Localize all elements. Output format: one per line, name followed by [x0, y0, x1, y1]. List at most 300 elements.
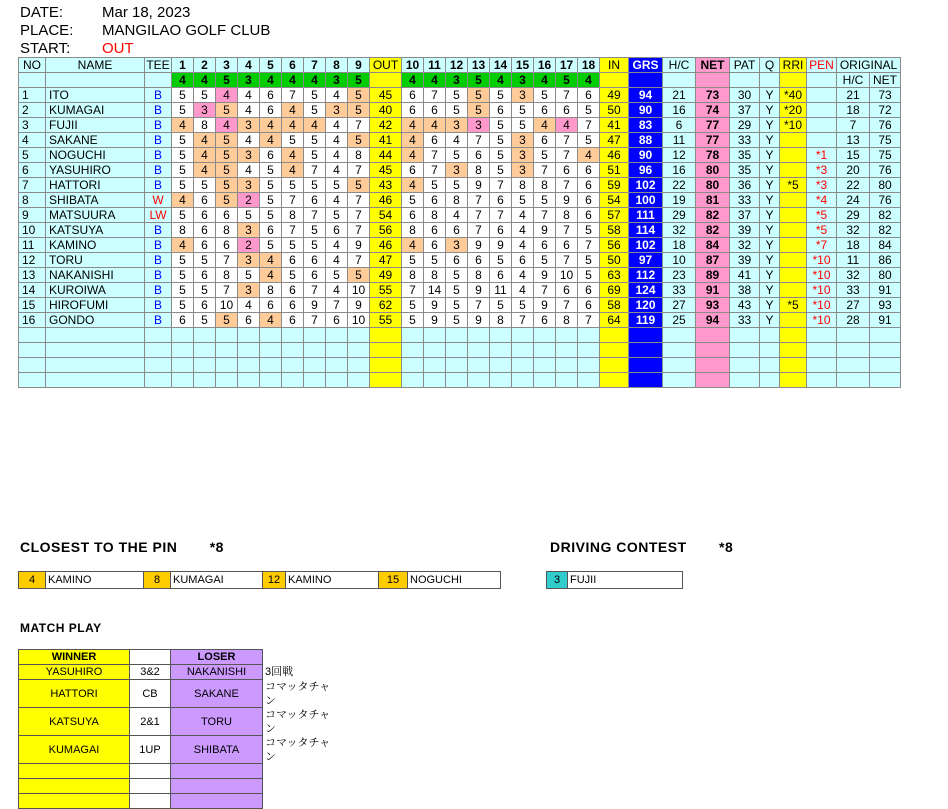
score-cell: 7	[326, 298, 348, 313]
score-cell: 6	[282, 298, 304, 313]
score-cell: 5	[216, 193, 238, 208]
score-cell: 3	[238, 223, 260, 238]
player-name: HATTORI	[46, 178, 145, 193]
header-row	[19, 58, 901, 73]
penalty-cell: *7	[807, 238, 837, 253]
empty-cell	[238, 343, 260, 358]
handicap-cell: 19	[663, 193, 696, 208]
place-line	[20, 22, 270, 40]
penalty-cell: *1	[807, 148, 837, 163]
score-cell: 5	[172, 298, 194, 313]
empty-cell	[807, 358, 837, 373]
empty-cell	[172, 328, 194, 343]
match-row	[19, 794, 333, 809]
q-cell: Y	[760, 223, 780, 238]
original-hc: 20	[837, 163, 870, 178]
score-cell: 7	[304, 283, 326, 298]
result-cell: CB	[130, 680, 171, 708]
score-cell: 4	[512, 268, 534, 283]
empty-cell	[424, 358, 446, 373]
col-header: NAME	[46, 58, 145, 73]
score-cell: 6	[578, 298, 600, 313]
empty-cell	[837, 343, 870, 358]
original-net: 73	[870, 88, 901, 103]
empty-cell	[760, 328, 780, 343]
empty-cell	[629, 358, 663, 373]
putts-cell: 33	[730, 313, 760, 328]
player-name: ITO	[46, 88, 145, 103]
empty-cell	[145, 343, 172, 358]
empty-cell	[370, 328, 402, 343]
closest-name: KAMINO	[48, 574, 92, 586]
handicap-cell: 16	[663, 103, 696, 118]
score-cell: 5	[238, 208, 260, 223]
score-cell: 5	[512, 298, 534, 313]
col-header: 12	[446, 58, 468, 73]
score-cell: 4	[304, 118, 326, 133]
col-header: 18	[578, 58, 600, 73]
score-cell: 9	[424, 298, 446, 313]
gross-cell: 97	[629, 253, 663, 268]
score-cell: 7	[534, 163, 556, 178]
score-cell: 4	[172, 118, 194, 133]
rri-cell: *5	[780, 178, 807, 193]
closest-hole: 8	[144, 572, 171, 588]
penalty-cell	[807, 118, 837, 133]
gross-cell: 124	[629, 283, 663, 298]
score-cell: 5	[216, 133, 238, 148]
score-cell: 5	[490, 163, 512, 178]
q-cell: Y	[760, 178, 780, 193]
par-cell: 4	[282, 73, 304, 88]
score-cell: 4	[260, 313, 282, 328]
player-no: 16	[19, 313, 46, 328]
score-cell: 5	[172, 133, 194, 148]
loser-cell	[171, 779, 263, 794]
col-header: OUT	[370, 58, 402, 73]
empty-cell	[145, 373, 172, 388]
out-total: 44	[370, 148, 402, 163]
score-cell: 5	[304, 148, 326, 163]
par-cell: 5	[216, 73, 238, 88]
score-cell: 5	[216, 148, 238, 163]
empty-cell	[663, 358, 696, 373]
score-cell: 6	[402, 88, 424, 103]
score-cell: 5	[216, 313, 238, 328]
player-name: FUJII	[46, 118, 145, 133]
empty-cell	[578, 358, 600, 373]
par-cell: 4	[578, 73, 600, 88]
original-hc: 21	[837, 88, 870, 103]
empty-cell	[468, 358, 490, 373]
score-cell: 3	[446, 163, 468, 178]
putts-cell: 36	[730, 178, 760, 193]
table-row	[19, 193, 901, 208]
original-net: 76	[870, 118, 901, 133]
score-cell: 3	[238, 253, 260, 268]
empty-cell	[629, 373, 663, 388]
score-cell: 6	[578, 88, 600, 103]
handicap-cell: 16	[663, 163, 696, 178]
empty-cell	[468, 373, 490, 388]
score-cell: 5	[260, 238, 282, 253]
col-header: 4	[238, 58, 260, 73]
net-cell: 74	[696, 103, 730, 118]
score-cell: 9	[556, 193, 578, 208]
score-cell: 4	[326, 193, 348, 208]
score-cell: 3	[194, 103, 216, 118]
score-cell: 4	[424, 118, 446, 133]
gross-cell: 94	[629, 88, 663, 103]
score-cell: 7	[282, 193, 304, 208]
empty-cell	[760, 358, 780, 373]
start-label: START:	[20, 40, 71, 57]
player-name: SAKANE	[46, 133, 145, 148]
original-hc: 18	[837, 238, 870, 253]
in-total: 59	[600, 178, 629, 193]
col-header: 3	[216, 58, 238, 73]
col-header: 10	[402, 58, 424, 73]
handicap-cell: 6	[663, 118, 696, 133]
original-net: 91	[870, 283, 901, 298]
score-cell: 5	[194, 313, 216, 328]
score-cell: 5	[512, 118, 534, 133]
gross-cell: 119	[629, 313, 663, 328]
putts-cell: 35	[730, 163, 760, 178]
score-cell: 6	[578, 208, 600, 223]
rri-cell	[780, 313, 807, 328]
score-cell: 3	[238, 118, 260, 133]
empty-cell	[446, 358, 468, 373]
score-cell: 6	[194, 268, 216, 283]
score-cell: 5	[216, 103, 238, 118]
score-cell: 9	[424, 313, 446, 328]
empty-cell	[145, 328, 172, 343]
tee-cell: W	[145, 193, 172, 208]
original-net: 80	[870, 268, 901, 283]
result-cell: 3&2	[130, 665, 171, 680]
col-header: 8	[326, 58, 348, 73]
penalty-cell: *3	[807, 163, 837, 178]
empty-cell	[282, 373, 304, 388]
tee-cell: B	[145, 163, 172, 178]
out-total: 46	[370, 193, 402, 208]
empty-cell	[402, 373, 424, 388]
empty-cell	[730, 328, 760, 343]
score-cell: 9	[468, 313, 490, 328]
par-cell: 3	[512, 73, 534, 88]
score-cell: 7	[534, 283, 556, 298]
empty-cell	[490, 328, 512, 343]
score-cell: 6	[194, 238, 216, 253]
out-total: 49	[370, 268, 402, 283]
cell	[370, 73, 402, 88]
score-cell: 4	[282, 103, 304, 118]
score-cell: 5	[468, 103, 490, 118]
original-net: 75	[870, 148, 901, 163]
original-net: 80	[870, 178, 901, 193]
score-cell: 4	[326, 253, 348, 268]
player-name: GONDO	[46, 313, 145, 328]
score-cell: 3	[512, 148, 534, 163]
score-cell: 4	[446, 133, 468, 148]
penalty-cell: *5	[807, 223, 837, 238]
score-cell: 6	[216, 208, 238, 223]
score-cell: 10	[348, 313, 370, 328]
score-cell: 6	[534, 313, 556, 328]
empty-cell	[578, 343, 600, 358]
score-cell: 6	[468, 253, 490, 268]
empty-cell	[512, 373, 534, 388]
rri-cell	[780, 208, 807, 223]
table-row	[19, 358, 901, 373]
score-cell: 5	[578, 103, 600, 118]
empty-cell	[19, 373, 46, 388]
score-cell: 5	[402, 193, 424, 208]
empty-cell	[260, 343, 282, 358]
original-net: 86	[870, 253, 901, 268]
score-cell: 5	[194, 88, 216, 103]
empty-cell	[663, 343, 696, 358]
original-net: 72	[870, 103, 901, 118]
score-cell: 7	[556, 253, 578, 268]
handicap-cell: 22	[663, 178, 696, 193]
rri-cell	[780, 283, 807, 298]
q-cell: Y	[760, 268, 780, 283]
putts-cell: 41	[730, 268, 760, 283]
score-cell: 3	[446, 118, 468, 133]
score-cell: 5	[402, 253, 424, 268]
score-cell: 7	[282, 88, 304, 103]
result-cell	[130, 779, 171, 794]
score-cell: 5	[326, 178, 348, 193]
driving-contest-title: DRIVING CONTEST *8	[550, 539, 734, 555]
score-cell: 5	[194, 283, 216, 298]
score-cell: 3	[468, 118, 490, 133]
in-total: 51	[600, 163, 629, 178]
rri-cell: *40	[780, 88, 807, 103]
score-cell: 5	[534, 88, 556, 103]
player-no: 7	[19, 178, 46, 193]
loser-cell: NAKANISHI	[171, 665, 263, 680]
net-cell: 80	[696, 178, 730, 193]
empty-cell	[556, 358, 578, 373]
table-row	[19, 163, 901, 178]
score-cell: 9	[534, 223, 556, 238]
putts-cell: 35	[730, 148, 760, 163]
score-cell: 6	[578, 163, 600, 178]
score-cell: 6	[172, 313, 194, 328]
in-total: 64	[600, 313, 629, 328]
score-cell: 7	[468, 133, 490, 148]
par-cell: 3	[446, 73, 468, 88]
empty-cell	[238, 373, 260, 388]
rri-cell	[780, 163, 807, 178]
empty-cell	[194, 328, 216, 343]
score-cell: 6	[194, 298, 216, 313]
score-cell: 8	[282, 208, 304, 223]
score-cell: 4	[326, 163, 348, 178]
col-header: TEE	[146, 58, 170, 72]
score-cell: 5	[446, 268, 468, 283]
score-cell: 6	[556, 103, 578, 118]
score-cell: 5	[172, 88, 194, 103]
closest-hole: 12	[263, 572, 286, 588]
empty-cell	[629, 328, 663, 343]
empty-cell	[696, 358, 730, 373]
score-cell: 6	[260, 148, 282, 163]
penalty-cell	[807, 88, 837, 103]
score-cell: 11	[490, 283, 512, 298]
original-hc: 13	[837, 133, 870, 148]
col-header: 6	[282, 58, 304, 73]
score-cell: 7	[578, 238, 600, 253]
out-total: 55	[370, 313, 402, 328]
score-cell: 4	[402, 118, 424, 133]
original-hc: 33	[837, 283, 870, 298]
loser-cell: SHIBATA	[171, 736, 263, 764]
match-header-row	[19, 650, 333, 665]
score-cell: 4	[282, 118, 304, 133]
q-cell: Y	[760, 238, 780, 253]
player-name: KUROIWA	[46, 283, 145, 298]
tee-cell: B	[145, 178, 172, 193]
empty-cell	[870, 343, 901, 358]
original-hc: 28	[837, 313, 870, 328]
col-header: RRI	[780, 58, 807, 73]
score-cell: 5	[348, 88, 370, 103]
table-row	[19, 238, 901, 253]
empty-cell	[556, 328, 578, 343]
score-cell: 6	[534, 133, 556, 148]
putts-cell: 38	[730, 283, 760, 298]
empty-cell	[194, 343, 216, 358]
empty-cell	[534, 328, 556, 343]
net-cell: 89	[696, 268, 730, 283]
score-cell: 6	[326, 313, 348, 328]
cell	[760, 73, 780, 88]
score-cell: 5	[260, 178, 282, 193]
closest-entry	[18, 571, 144, 589]
loser-cell: SAKANE	[171, 680, 263, 708]
q-cell: Y	[760, 133, 780, 148]
empty-cell	[282, 358, 304, 373]
winner-cell	[19, 764, 130, 779]
empty-cell	[663, 373, 696, 388]
original-net: 82	[870, 208, 901, 223]
q-cell: Y	[760, 118, 780, 133]
score-cell: 5	[238, 268, 260, 283]
out-total: 56	[370, 223, 402, 238]
in-total: 46	[600, 148, 629, 163]
score-cell: 5	[402, 298, 424, 313]
empty-cell	[578, 373, 600, 388]
penalty-cell: *10	[807, 253, 837, 268]
cell	[145, 73, 172, 88]
score-cell: 9	[534, 298, 556, 313]
par-cell: 4	[304, 73, 326, 88]
net-cell: 82	[696, 208, 730, 223]
empty-cell	[19, 328, 46, 343]
score-cell: 4	[260, 253, 282, 268]
putts-cell: 29	[730, 118, 760, 133]
tee-cell: B	[145, 118, 172, 133]
closest-hole: 4	[19, 572, 46, 588]
in-total: 56	[600, 238, 629, 253]
in-total: 47	[600, 133, 629, 148]
score-cell: 8	[172, 223, 194, 238]
score-cell: 4	[260, 268, 282, 283]
result-cell: 2&1	[130, 708, 171, 736]
player-name: YASUHIRO	[46, 163, 145, 178]
table-row	[19, 253, 901, 268]
score-cell: 4	[238, 298, 260, 313]
match-play-table	[18, 649, 333, 809]
score-cell: 5	[446, 148, 468, 163]
empty-cell	[837, 358, 870, 373]
score-cell: 5	[578, 253, 600, 268]
player-no: 9	[19, 208, 46, 223]
score-cell: 6	[260, 88, 282, 103]
empty-cell	[260, 328, 282, 343]
in-total: 58	[600, 223, 629, 238]
empty-cell	[837, 373, 870, 388]
score-cell: 5	[490, 118, 512, 133]
par-cell: 5	[468, 73, 490, 88]
handicap-cell: 27	[663, 298, 696, 313]
q-cell: Y	[760, 298, 780, 313]
score-cell: 5	[216, 178, 238, 193]
note-cell	[263, 764, 333, 779]
empty-cell	[216, 373, 238, 388]
score-cell: 5	[512, 193, 534, 208]
cell	[663, 73, 696, 88]
out-total: 45	[370, 163, 402, 178]
score-cell: 7	[282, 223, 304, 238]
score-cell: 6	[534, 238, 556, 253]
penalty-cell	[807, 103, 837, 118]
match-row	[19, 708, 333, 736]
table-row	[19, 148, 901, 163]
out-total: 62	[370, 298, 402, 313]
score-cell: 4	[194, 148, 216, 163]
empty-cell	[807, 343, 837, 358]
score-cell: 3	[512, 133, 534, 148]
empty-cell	[172, 373, 194, 388]
score-cell: 6	[282, 253, 304, 268]
gross-cell: 90	[629, 148, 663, 163]
score-cell: 8	[490, 313, 512, 328]
out-total: 46	[370, 238, 402, 253]
winner-cell: YASUHIRO	[19, 665, 130, 680]
score-cell: 7	[402, 283, 424, 298]
player-name: HIROFUMI	[46, 298, 145, 313]
score-cell: 6	[326, 223, 348, 238]
empty-cell	[370, 343, 402, 358]
tee-cell: B	[145, 298, 172, 313]
empty-cell	[304, 343, 326, 358]
score-cell: 6	[556, 163, 578, 178]
score-cell: 8	[216, 223, 238, 238]
in-total: 41	[600, 118, 629, 133]
par-cell: 5	[348, 73, 370, 88]
winner-cell: KUMAGAI	[19, 736, 130, 764]
score-cell: 5	[304, 88, 326, 103]
note-cell	[263, 779, 333, 794]
in-total: 50	[600, 253, 629, 268]
closest-entry	[143, 571, 263, 589]
result-cell: 1UP	[130, 736, 171, 764]
